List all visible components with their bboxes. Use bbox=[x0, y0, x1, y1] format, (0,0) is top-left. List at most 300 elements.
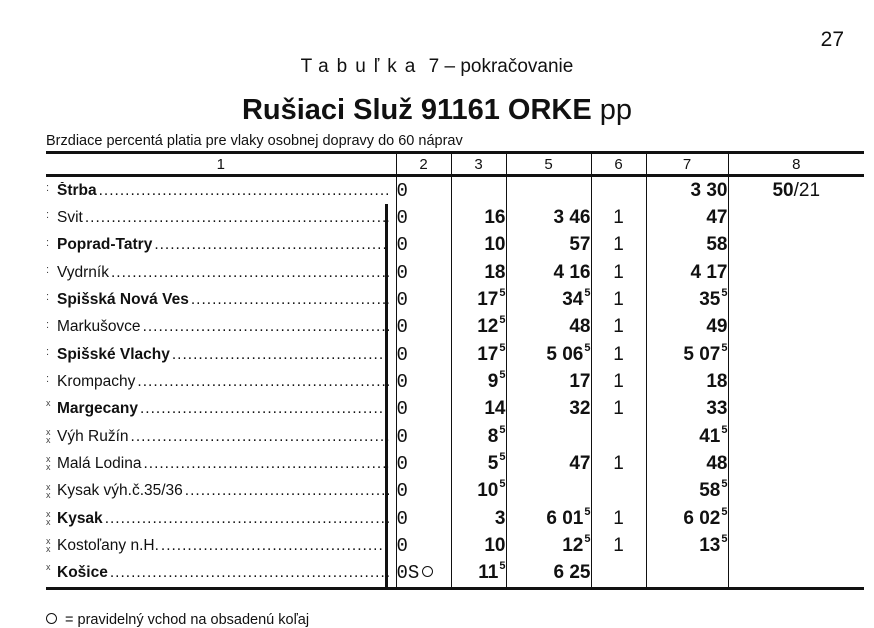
station-name: Výh Ružín bbox=[57, 427, 129, 445]
station-wrap bbox=[57, 264, 389, 282]
table-row bbox=[46, 341, 864, 368]
track-cell bbox=[396, 423, 451, 450]
stop-value: 1 bbox=[613, 453, 624, 475]
route-mark: : bbox=[46, 346, 50, 359]
track-code: 0 bbox=[396, 234, 408, 257]
station-cell bbox=[46, 204, 396, 231]
station-wrap bbox=[57, 346, 389, 364]
track-code: 0 bbox=[396, 289, 408, 312]
running-time-value: 9 bbox=[487, 371, 499, 393]
route-mark: x bbox=[46, 481, 51, 492]
table-row bbox=[46, 450, 864, 477]
track-cell bbox=[396, 450, 451, 477]
stop-cell bbox=[591, 259, 646, 286]
route-mark: x bbox=[46, 489, 51, 500]
track-code: 0 bbox=[396, 316, 408, 339]
caption-word: Tabuľka bbox=[300, 56, 424, 77]
table-row bbox=[46, 176, 864, 205]
leader-dots bbox=[191, 291, 389, 309]
brake-cell bbox=[728, 341, 864, 368]
brake-cell bbox=[728, 286, 864, 313]
running-time-value: 16 bbox=[484, 207, 506, 229]
arrival-sup: 5 bbox=[584, 505, 591, 518]
stop-value: 1 bbox=[613, 316, 624, 338]
stop-cell bbox=[591, 505, 646, 532]
track-bar bbox=[385, 560, 388, 587]
station-name: Kysak výh.č.35/36 bbox=[57, 482, 183, 500]
page-title bbox=[0, 94, 874, 127]
running-time-value: 10 bbox=[477, 480, 499, 502]
station-name: Spišské Vlachy bbox=[57, 345, 170, 363]
track-cell bbox=[396, 368, 451, 395]
departure-value: 5 07 bbox=[683, 343, 721, 365]
leader-dots bbox=[105, 510, 389, 528]
station-name: Kostoľany n.H. bbox=[57, 537, 159, 555]
running-time-cell bbox=[451, 259, 506, 286]
track-cell bbox=[396, 532, 451, 559]
track-cell bbox=[396, 204, 451, 231]
footnote-text: = pravidelný vchod na obsadenú koľaj bbox=[65, 612, 310, 628]
arrival-cell bbox=[506, 176, 591, 205]
circle-icon bbox=[422, 566, 433, 577]
leader-dots bbox=[85, 209, 389, 227]
column-header: 2 bbox=[396, 153, 451, 176]
arrival-value: 3 46 bbox=[553, 207, 591, 229]
route-mark: : bbox=[46, 264, 50, 277]
route-mark: : bbox=[46, 236, 50, 249]
track-bar bbox=[385, 314, 388, 341]
stop-cell bbox=[591, 532, 646, 559]
track-code: 0 bbox=[396, 507, 408, 530]
arrival-value: 47 bbox=[569, 453, 591, 475]
running-time-cell bbox=[451, 368, 506, 395]
station-wrap bbox=[57, 291, 389, 309]
running-time-cell bbox=[451, 450, 506, 477]
station-name: Markušovce bbox=[57, 318, 141, 336]
arrival-cell bbox=[506, 505, 591, 532]
station-cell bbox=[46, 341, 396, 368]
column-header: 1 bbox=[46, 153, 396, 176]
arrival-value: 5 06 bbox=[546, 343, 584, 365]
route-mark: : bbox=[46, 373, 50, 386]
arrival-value: 34 bbox=[562, 289, 584, 311]
track-cell bbox=[396, 314, 451, 341]
track-cell bbox=[396, 341, 451, 368]
station-cell bbox=[46, 176, 396, 205]
route-mark: x bbox=[46, 517, 51, 528]
route-mark: : bbox=[46, 318, 50, 331]
station-cell bbox=[46, 532, 396, 559]
departure-sup: 5 bbox=[721, 287, 728, 300]
stop-value: 1 bbox=[613, 371, 624, 393]
departure-value: 47 bbox=[706, 207, 728, 229]
departure-cell bbox=[646, 532, 728, 559]
route-mark: : bbox=[46, 291, 50, 304]
leader-dots bbox=[140, 400, 389, 418]
track-bar bbox=[385, 232, 388, 259]
column-header: 5 bbox=[506, 153, 591, 176]
departure-cell bbox=[646, 450, 728, 477]
station-cell bbox=[46, 560, 396, 589]
track-bar bbox=[385, 368, 388, 395]
route-mark: x bbox=[46, 561, 51, 572]
arrival-value: 17 bbox=[569, 371, 591, 393]
leader-dots bbox=[161, 537, 389, 555]
column-header: 7 bbox=[646, 153, 728, 176]
station-wrap bbox=[57, 564, 389, 582]
track-cell bbox=[396, 560, 451, 589]
station-name: Krompachy bbox=[57, 373, 136, 391]
track-cell bbox=[396, 286, 451, 313]
page-number: 27 bbox=[820, 28, 844, 51]
track-code: 0 bbox=[396, 480, 408, 503]
arrival-sup: 5 bbox=[584, 341, 591, 354]
station-wrap bbox=[57, 510, 389, 528]
stop-value: 1 bbox=[613, 234, 624, 256]
running-time-sup: 5 bbox=[499, 451, 506, 464]
running-time-value: 8 bbox=[487, 425, 499, 447]
departure-cell bbox=[646, 341, 728, 368]
mark-group bbox=[46, 396, 56, 426]
departure-cell bbox=[646, 314, 728, 341]
departure-cell bbox=[646, 478, 728, 505]
leader-dots bbox=[99, 182, 389, 200]
brake-cell bbox=[728, 423, 864, 450]
table-row bbox=[46, 204, 864, 231]
table-row bbox=[46, 532, 864, 559]
title-main: Rušiaci Služ 91161 ORKE bbox=[241, 94, 592, 126]
table-row bbox=[46, 560, 864, 589]
running-time-cell bbox=[451, 396, 506, 423]
arrival-cell bbox=[506, 450, 591, 477]
station-cell bbox=[46, 450, 396, 477]
leader-dots bbox=[185, 482, 389, 500]
station-name: Poprad-Tatry bbox=[57, 236, 153, 254]
brake-cell bbox=[728, 232, 864, 259]
departure-value: 3 30 bbox=[690, 179, 728, 201]
track-code: 0 bbox=[396, 453, 408, 476]
departure-value: 33 bbox=[706, 398, 728, 420]
caption-number: 7 bbox=[428, 56, 440, 77]
departure-cell bbox=[646, 423, 728, 450]
route-mark: x bbox=[46, 509, 51, 520]
departure-cell bbox=[646, 396, 728, 423]
departure-cell bbox=[646, 368, 728, 395]
departure-cell bbox=[646, 505, 728, 532]
arrival-cell bbox=[506, 341, 591, 368]
station-cell bbox=[46, 259, 396, 286]
running-time-sup: 5 bbox=[499, 478, 506, 491]
arrival-value: 6 25 bbox=[553, 562, 591, 584]
running-time-value: 17 bbox=[477, 289, 499, 311]
running-time-cell bbox=[451, 532, 506, 559]
station-cell bbox=[46, 232, 396, 259]
station-wrap bbox=[57, 455, 389, 473]
departure-sup: 5 bbox=[721, 478, 728, 491]
running-time-cell bbox=[451, 341, 506, 368]
arrival-value: 48 bbox=[569, 316, 591, 338]
track-bar bbox=[385, 450, 388, 477]
track-code: 0 bbox=[396, 261, 408, 284]
arrival-value: 4 16 bbox=[553, 261, 591, 283]
departure-sup: 5 bbox=[721, 423, 728, 436]
table-row bbox=[46, 286, 864, 313]
running-time-value: 3 bbox=[494, 507, 506, 529]
stop-value: 1 bbox=[613, 261, 624, 283]
running-time-sup: 5 bbox=[499, 287, 506, 300]
brake-cell bbox=[728, 478, 864, 505]
stop-value: 1 bbox=[613, 207, 624, 229]
running-time-value: 11 bbox=[478, 562, 499, 584]
departure-value: 48 bbox=[706, 453, 728, 475]
arrival-cell bbox=[506, 478, 591, 505]
arrival-cell bbox=[506, 232, 591, 259]
track-bar bbox=[385, 423, 388, 450]
running-time-sup: 5 bbox=[499, 560, 506, 573]
running-time-cell bbox=[451, 560, 506, 589]
column-header: 8 bbox=[728, 153, 864, 176]
table-row bbox=[46, 396, 864, 423]
departure-value: 58 bbox=[706, 234, 728, 256]
departure-value: 49 bbox=[706, 316, 728, 338]
track-bar bbox=[385, 505, 388, 532]
station-name: Vydrník bbox=[57, 263, 109, 281]
departure-value: 35 bbox=[699, 289, 721, 311]
stop-value: 1 bbox=[613, 398, 624, 420]
running-time-cell bbox=[451, 286, 506, 313]
brake-ratio: /21 bbox=[793, 179, 821, 201]
track-code: 0 bbox=[396, 398, 408, 421]
track-bar bbox=[385, 204, 388, 231]
arrival-cell bbox=[506, 423, 591, 450]
track-code: 0S bbox=[396, 562, 420, 585]
stop-cell bbox=[591, 450, 646, 477]
leader-dots bbox=[143, 455, 388, 473]
stop-cell bbox=[591, 314, 646, 341]
stop-cell bbox=[591, 478, 646, 505]
stop-cell bbox=[591, 341, 646, 368]
arrival-cell bbox=[506, 259, 591, 286]
track-bar bbox=[385, 532, 388, 559]
footnote bbox=[46, 612, 309, 628]
departure-sup: 5 bbox=[721, 505, 728, 518]
station-name: Svit bbox=[57, 209, 83, 227]
brake-cell bbox=[728, 314, 864, 341]
running-time-value: 10 bbox=[484, 234, 506, 256]
track-code: 0 bbox=[396, 371, 408, 394]
track-bar bbox=[385, 259, 388, 286]
departure-value: 41 bbox=[699, 425, 721, 447]
station-wrap bbox=[57, 428, 389, 446]
departure-cell bbox=[646, 204, 728, 231]
header-row bbox=[46, 153, 864, 176]
track-cell bbox=[396, 478, 451, 505]
station-name: Malá Lodina bbox=[57, 455, 142, 473]
arrival-value: 12 bbox=[562, 535, 584, 557]
table-row bbox=[46, 505, 864, 532]
leader-dots bbox=[137, 373, 388, 391]
route-mark: : bbox=[46, 182, 50, 194]
column-header: 6 bbox=[591, 153, 646, 176]
circle-icon bbox=[46, 613, 57, 624]
running-time-cell bbox=[451, 505, 506, 532]
leader-dots bbox=[154, 236, 388, 254]
title-suffix: pp bbox=[599, 94, 633, 126]
arrival-cell bbox=[506, 314, 591, 341]
leader-dots bbox=[111, 264, 389, 282]
station-wrap bbox=[57, 537, 389, 555]
brake-cell bbox=[728, 259, 864, 286]
departure-cell bbox=[646, 176, 728, 205]
brake-cell bbox=[728, 450, 864, 477]
running-time-value: 10 bbox=[484, 535, 506, 557]
brake-cell bbox=[728, 368, 864, 395]
stop-value: 1 bbox=[613, 289, 624, 311]
column-header: 3 bbox=[451, 153, 506, 176]
leader-dots bbox=[172, 346, 389, 364]
station-name: Kysak bbox=[57, 509, 103, 527]
running-time-sup: 5 bbox=[499, 369, 506, 382]
track-bar bbox=[385, 396, 388, 423]
running-time-value: 17 bbox=[477, 343, 499, 365]
track-code: 0 bbox=[396, 343, 408, 366]
brake-cell bbox=[728, 532, 864, 559]
running-time-value: 14 bbox=[484, 398, 506, 420]
departure-value: 4 17 bbox=[690, 261, 728, 283]
route-mark: x bbox=[46, 536, 51, 547]
departure-sup: 5 bbox=[721, 533, 728, 546]
departure-cell bbox=[646, 232, 728, 259]
track-cell bbox=[396, 396, 451, 423]
station-wrap bbox=[57, 400, 389, 418]
track-code: 0 bbox=[396, 207, 408, 230]
running-time-sup: 5 bbox=[499, 423, 506, 436]
track-code: 0 bbox=[396, 425, 408, 448]
station-cell bbox=[46, 286, 396, 313]
stop-value: 1 bbox=[613, 507, 624, 529]
departure-cell bbox=[646, 560, 728, 589]
stop-cell bbox=[591, 176, 646, 205]
stop-value: 1 bbox=[613, 535, 624, 557]
station-cell bbox=[46, 314, 396, 341]
station-wrap bbox=[57, 318, 389, 336]
arrival-sup: 5 bbox=[584, 533, 591, 546]
station-wrap bbox=[57, 209, 389, 227]
departure-value: 6 02 bbox=[683, 507, 721, 529]
running-time-sup: 5 bbox=[499, 314, 506, 327]
arrival-cell bbox=[506, 368, 591, 395]
station-cell bbox=[46, 396, 396, 423]
timetable bbox=[46, 151, 864, 590]
station-wrap bbox=[57, 482, 389, 500]
track-cell bbox=[396, 232, 451, 259]
brake-cell bbox=[728, 204, 864, 231]
route-mark: x bbox=[46, 435, 51, 446]
table-row bbox=[46, 423, 864, 450]
stop-cell bbox=[591, 232, 646, 259]
track-cell bbox=[396, 259, 451, 286]
stop-cell bbox=[591, 423, 646, 450]
running-time-cell bbox=[451, 176, 506, 205]
stop-cell bbox=[591, 286, 646, 313]
departure-value: 13 bbox=[699, 535, 721, 557]
route-mark: x bbox=[46, 544, 51, 555]
station-name: Spišská Nová Ves bbox=[57, 291, 189, 309]
stop-value: 1 bbox=[613, 343, 624, 365]
station-name: Štrba bbox=[57, 181, 97, 199]
brake-percent: 50 bbox=[772, 179, 794, 201]
stop-cell bbox=[591, 396, 646, 423]
stop-cell bbox=[591, 368, 646, 395]
departure-cell bbox=[646, 259, 728, 286]
mark-group bbox=[46, 560, 56, 590]
station-name: Košice bbox=[57, 564, 108, 582]
arrival-value: 32 bbox=[569, 398, 591, 420]
station-wrap bbox=[57, 182, 389, 200]
brake-cell bbox=[728, 505, 864, 532]
running-time-cell bbox=[451, 232, 506, 259]
track-cell bbox=[396, 505, 451, 532]
station-wrap bbox=[57, 373, 389, 391]
departure-cell bbox=[646, 286, 728, 313]
track-bar bbox=[385, 478, 388, 505]
brake-cell bbox=[728, 560, 864, 589]
running-time-cell bbox=[451, 423, 506, 450]
route-mark: x bbox=[46, 462, 51, 473]
stop-cell bbox=[591, 204, 646, 231]
table-caption bbox=[0, 56, 874, 78]
table-row bbox=[46, 232, 864, 259]
table-row bbox=[46, 259, 864, 286]
route-mark: : bbox=[46, 209, 50, 222]
track-cell bbox=[396, 176, 451, 205]
stop-cell bbox=[591, 560, 646, 589]
station-cell bbox=[46, 368, 396, 395]
leader-dots bbox=[131, 428, 389, 446]
running-time-cell bbox=[451, 478, 506, 505]
arrival-value: 57 bbox=[569, 234, 591, 256]
arrival-cell bbox=[506, 532, 591, 559]
route-mark: x bbox=[46, 454, 51, 465]
route-mark: x bbox=[46, 427, 51, 438]
leader-dots bbox=[110, 564, 389, 582]
track-bar bbox=[385, 286, 388, 313]
station-cell bbox=[46, 478, 396, 505]
arrival-cell bbox=[506, 396, 591, 423]
departure-sup: 5 bbox=[721, 341, 728, 354]
station-wrap bbox=[57, 236, 389, 254]
caption-suffix: – pokračovanie bbox=[444, 56, 574, 77]
brake-cell bbox=[728, 396, 864, 423]
arrival-cell bbox=[506, 204, 591, 231]
station-cell bbox=[46, 423, 396, 450]
route-mark: x bbox=[46, 397, 51, 408]
leader-dots bbox=[143, 318, 389, 336]
running-time-sup: 5 bbox=[499, 341, 506, 354]
running-time-cell bbox=[451, 204, 506, 231]
brake-cell bbox=[728, 176, 864, 205]
running-time-value: 12 bbox=[477, 316, 499, 338]
running-time-value: 18 bbox=[484, 261, 506, 283]
running-time-value: 5 bbox=[487, 453, 499, 475]
track-code: 0 bbox=[396, 535, 408, 558]
track-code: 0 bbox=[396, 179, 408, 202]
subtitle: Brzdiace percentá platia pre vlaky osobnej dopravy do 60 náprav bbox=[46, 133, 463, 149]
station-name: Margecany bbox=[57, 400, 138, 418]
arrival-cell bbox=[506, 560, 591, 589]
station-cell bbox=[46, 505, 396, 532]
table-row bbox=[46, 368, 864, 395]
